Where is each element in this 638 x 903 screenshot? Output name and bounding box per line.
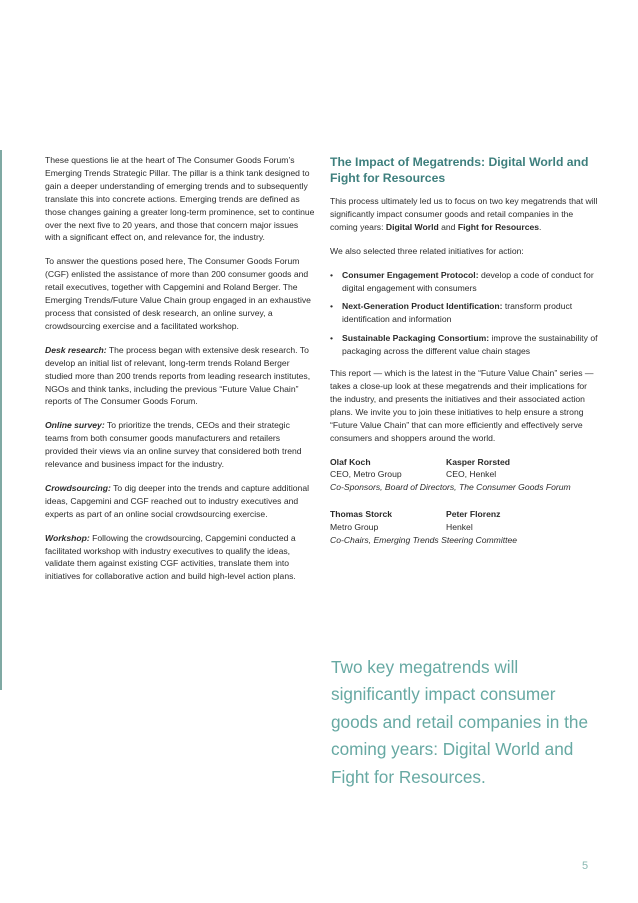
bullet-icon: •	[330, 301, 334, 312]
section-heading: The Impact of Megatrends: Digital World and Fight for Resources	[330, 155, 589, 185]
signature-block-chairs	[330, 508, 598, 547]
signatory-name: Olaf Koch	[330, 456, 371, 467]
initiatives-intro: We also selected three related initiatives for action:	[330, 245, 524, 256]
desk-research-lead: Desk research:	[45, 344, 107, 355]
crowdsourcing-text: To dig deeper into the trends and capture additional ideas, Capgemini and CGF reached out to industry executives and experts as part of an online social crowdsourcing exercise.	[45, 482, 310, 519]
online-survey-text: To prioritize the trends, CEOs and their strategic teams from both consumer goods manufacturers and retailers provided their views via an online survey that considered both trend relevance and business impact for the industry.	[45, 420, 302, 470]
initiative-lead: Consumer Engagement Protocol:	[342, 269, 479, 280]
list-item	[330, 300, 598, 326]
megatrends-joiner: and	[438, 221, 458, 232]
pull-quote: Two key megatrends will significantly impact consumer goods and retail companies in the coming years: Digital World and Fight for Resources.	[331, 657, 589, 787]
initiative-text: improve the sustainability of packaging across the different value chain stages	[342, 333, 598, 357]
bullet-icon: •	[330, 269, 334, 280]
signatory-role: Co-Chairs, Emerging Trends Steering Committee	[330, 535, 518, 546]
initiative-lead: Sustainable Packaging Consortium:	[342, 333, 490, 344]
online-survey-paragraph	[45, 419, 315, 471]
workshop-paragraph	[45, 532, 315, 584]
desk-research-paragraph	[45, 344, 315, 409]
initiatives-list	[330, 269, 598, 358]
list-item	[330, 269, 598, 295]
crowdsourcing-paragraph	[45, 482, 315, 521]
signatory-title: CEO, Metro Group	[330, 469, 402, 480]
signatory-name: Peter Florenz	[446, 509, 501, 520]
page-edge-bar	[0, 150, 2, 690]
signatory-name: Thomas Storck	[330, 509, 393, 520]
signature-block-sponsors	[330, 456, 598, 495]
workshop-text: Following the crowdsourcing, Capgemini conducted a facilitated workshop with industry executives to qualify the ideas, validate them against existing CGF activities, translate them into initiatives for collaborative action and build high-level action plans.	[45, 532, 296, 582]
page-number: 5	[582, 860, 589, 872]
megatrends-paragraph	[330, 195, 598, 234]
megatrends-period: .	[539, 221, 542, 232]
left-column	[45, 154, 315, 594]
workshop-lead: Workshop:	[45, 532, 90, 543]
signatory-title: CEO, Henkel	[446, 469, 497, 480]
right-column	[330, 154, 598, 561]
megatrends-text: This process ultimately led us to focus on two key megatrends that will significantly impact consumer goods and retail companies in the coming years:	[330, 196, 598, 232]
report-paragraph: This report — which is the latest in the “Future Value Chain” series — takes a close-up look at these megatrends and their implications for the industry, and presents the initiatives and their associated action plans. We invite you to join these initiatives to help ensure a strong “Future Value Chain” that can more efficiently and effectively serve consumers and shoppers around the world.	[330, 368, 594, 443]
initiative-lead: Next-Generation Product Identification:	[342, 301, 503, 312]
signatory-title: Henkel	[446, 522, 473, 533]
signatory-name: Kasper Rorsted	[446, 456, 510, 467]
digital-world-term: Digital World	[385, 221, 439, 232]
desk-research-text: The process began with extensive desk research. To develop an initial list of relevant, long-term trends Roland Berger studied more than 200 trends reports from leading research institutes, NGOs and think tanks, including the previous “Future Value Chain” reports of The Consumer Goods Forum.	[45, 344, 311, 407]
crowdsourcing-lead: Crowdsourcing:	[45, 482, 111, 493]
process-paragraph: To answer the questions posed here, The Consumer Goods Forum (CGF) enlisted the assistance of more than 200 consumer goods and retail executives, together with Capgemini and Roland Berger. The Emerging Trends/Future Value Chain group engaged in an exhaustive process that consisted of desk research, an online survey, a crowdsourcing exercise and a facilitated workshop.	[45, 256, 311, 331]
signatory-title: Metro Group	[330, 522, 379, 533]
online-survey-lead: Online survey:	[45, 420, 105, 431]
initiative-text: develop a code of conduct for digital engagement with consumers	[342, 269, 594, 293]
initiative-text: transform product identification and information	[342, 301, 573, 325]
fight-for-resources-term: Fight for Resources	[457, 221, 540, 232]
intro-paragraph: These questions lie at the heart of The Consumer Goods Forum’s Emerging Trends Strategic Pillar. The pillar is a think tank designed to gain a deeper understanding of emerging trends and to subsequently translate this into concrete actions. Emerging trends are defined as those changes gaining a greater long-term prominence, set to continue over the next five to 20 years, and those that concern major issues with a significant effect on, and relevance for, the industry.	[45, 155, 315, 243]
bullet-icon: •	[330, 333, 334, 344]
list-item	[330, 332, 598, 358]
signatory-role: Co-Sponsors, Board of Directors, The Consumer Goods Forum	[330, 482, 571, 493]
